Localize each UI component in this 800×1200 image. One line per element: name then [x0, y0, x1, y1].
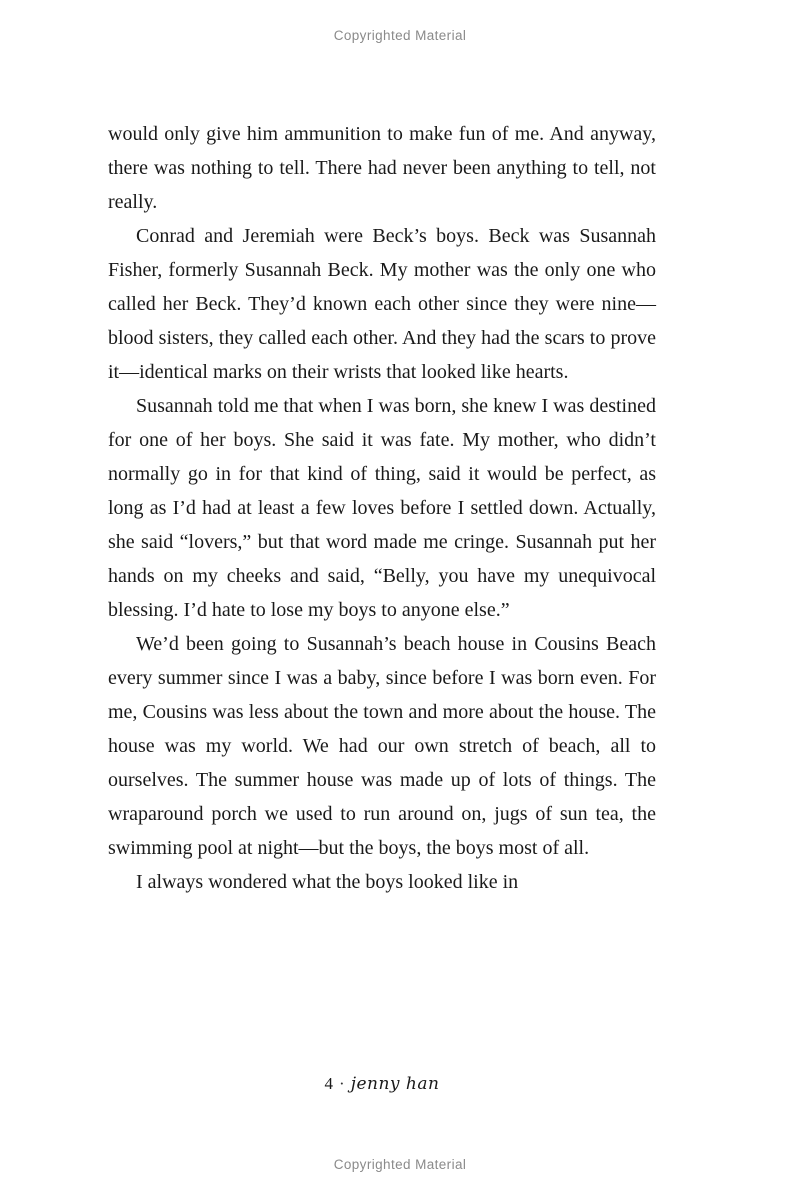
paragraph: would only give him ammunition to make fun of me. And anyway, there was nothing to tell. There had never been anything to tell, not really.: [108, 123, 656, 213]
copyright-notice-top: Copyrighted Material: [333, 28, 467, 43]
page-number: 4: [324, 1074, 334, 1093]
paragraph: Susannah told me that when I was born, she knew I was destined for one of her boys. She said it was fate. My mother, who didn’t normally go in for that kind of thing, said it would be perfect, as long as I’d had at least a few loves before I settled down. Actually, she said “lovers,” but that word made me cringe. Susannah put her hands on my cheeks and said, “Belly, you have my unequivocal blessing. I’d hate to lose my boys to anyone else.”: [108, 395, 656, 621]
page-footer: [108, 1074, 656, 1094]
paragraph: We’d been going to Susannah’s beach house in Cousins Beach every summer since I was a baby, since before I was born even. For me, Cousins was less about the town and more about the house. The house was my world. We had our own stretch of beach, all to ourselves. The summer house was made up of lots of things. The wraparound porch we used to run around on, jugs of sun tea, the swimming pool at night—but the boys, the boys most of all.: [108, 633, 656, 859]
paragraph: Conrad and Jeremiah were Beck’s boys. Beck was Susannah Fisher, formerly Susannah Beck. My mother was the only one who called her Beck. They’d known each other since they were nine—blood sisters, they called each other. And they had the scars to prove it—identical marks on their wrists that looked like hearts.: [108, 225, 656, 383]
footer-separator: ·: [339, 1074, 345, 1093]
copyright-notice-bottom: Copyrighted Material: [333, 1157, 467, 1172]
paragraph: I always wondered what the boys looked like in: [136, 871, 519, 893]
body-text: [108, 117, 656, 899]
author-name: jenny han: [350, 1074, 440, 1094]
